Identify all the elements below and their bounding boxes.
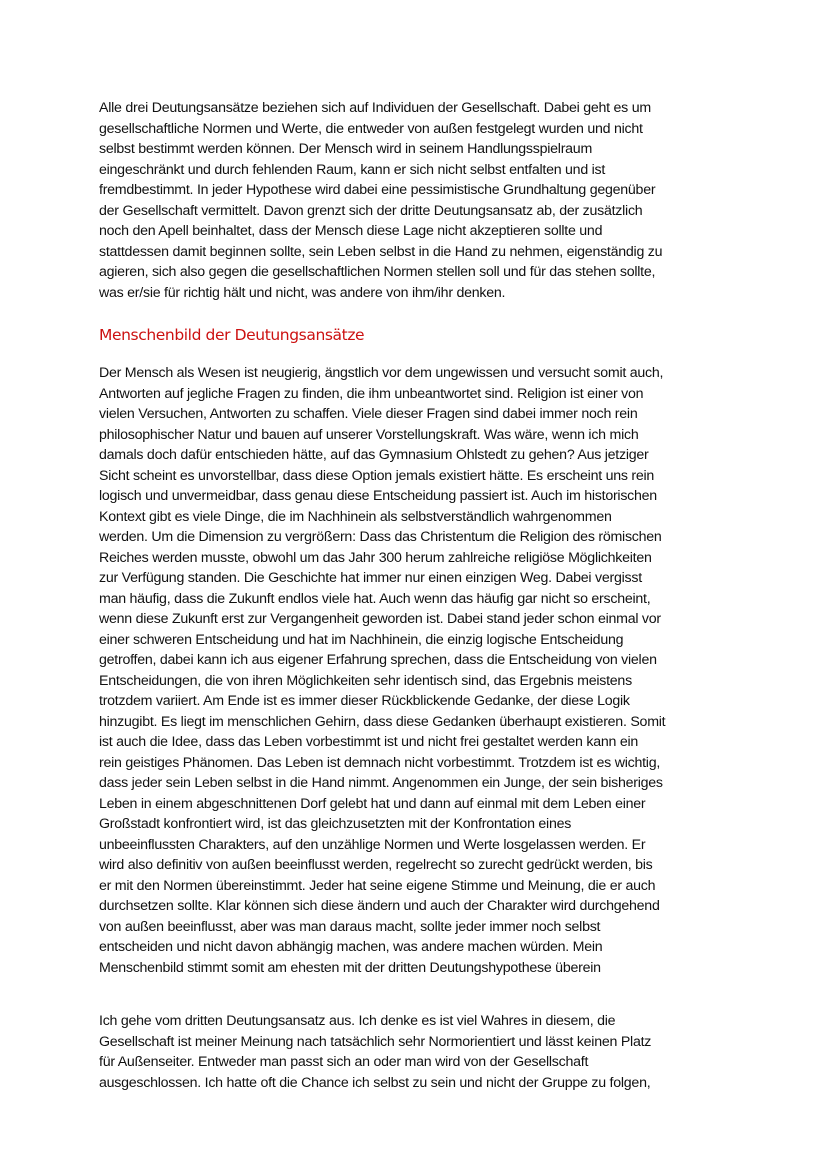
text-line: Der Mensch als Wesen ist neugierig, ängstlich vor dem ungewissen und versucht somit auch, xyxy=(99,365,664,381)
text-line: eingeschränkt und durch fehlenden Raum, kann er sich nicht selbst entfalten und ist xyxy=(99,161,606,178)
text-line: stattdessen damit beginnen sollte, sein Leben selbst in die Hand zu nehmen, eigenständig zu xyxy=(99,243,663,260)
text-line: durchsetzen sollte. Klar können sich diese ändern und auch der Charakter wird durchgehend xyxy=(99,898,660,914)
text-line: zur Verfügung standen. Die Geschichte hat immer nur einen einzigen Weg. Dabei vergisst xyxy=(99,570,642,586)
text-line: Großstadt konfrontiert wird, ist das gleichzusetzten mit der Konfrontation eines xyxy=(99,816,572,832)
text-line: unbeeinflussten Charakters, auf den unzählige Normen und Werte losgelassen werden. Er xyxy=(99,836,646,853)
text-line: wenn diese Zukunft erst zur Vergangenheit geworden ist. Dabei stand jeder schon einmal vor xyxy=(99,611,661,627)
text-line: Gesellschaft ist meiner Meinung nach tatsächlich sehr Normorientiert und lässt keinen Platz xyxy=(99,1033,652,1050)
text-line: ausgeschlossen. Ich hatte oft die Chance ich selbst zu sein und nicht der Gruppe zu folgen, xyxy=(99,1074,651,1091)
paragraph-dritter-deutungsansatz xyxy=(99,1011,739,1093)
text-line: Sicht scheint es unvorstellbar, dass diese Option jemals existiert hätte. Es erscheint uns rein xyxy=(99,467,655,484)
text-line: ist auch die Idee, dass das Leben vorbestimmt ist und nicht frei gestaltet werden kann ein xyxy=(99,734,639,750)
text-line: er mit den Normen übereinstimmt. Jeder hat seine eigene Stimme und Meinung, die er auch xyxy=(99,877,656,894)
text-line: Leben in einem abgeschnittenen Dorf gelebt hat und dann auf einmal mit dem Leben einer xyxy=(99,795,646,812)
text-line: Antworten auf jegliche Fragen zu finden, die ihm unbeantwortet sind. Religion ist einer von xyxy=(99,385,644,402)
text-line: dass jeder sein Leben selbst in die Hand nimmt. Angenommen ein Junge, der sein bisheriges xyxy=(99,775,663,791)
text-line: vielen Versuchen, Antworten zu schaffen. Viele dieser Fragen sind dabei immer noch rein xyxy=(99,406,638,422)
text-line: agieren, sich also gegen die gesellschaftlichen Normen stellen soll und für das stehen sollte, xyxy=(99,264,656,280)
text-line: philosophischer Natur und bauen auf unserer Vorstellungskraft. Was wäre, wenn ich mich xyxy=(99,426,639,443)
text-line: Reiches werden musste, obwohl um das Jahr 300 herum zahlreiche religiöse Möglichkeiten xyxy=(99,549,652,566)
section-heading: Menschenbild der Deutungsansätze xyxy=(99,326,365,344)
text-line: man häufig, dass die Zukunft endlos viele hat. Auch wenn das häufig gar nicht so erscheint, xyxy=(99,590,651,607)
text-line: logisch und unvermeidbar, dass genau diese Entscheidung passiert ist. Auch im historischen xyxy=(99,488,657,504)
text-line: rein geistiges Phänomen. Das Leben ist demnach nicht vorbestimmt. Trotzdem ist es wichtig, xyxy=(99,754,661,771)
text-line: einer schweren Entscheidung und hat im Nachhinein, die einzig logische Entscheidung xyxy=(99,631,624,648)
text-line: getroffen, dabei kann ich aus eigener Erfahrung sprechen, dass die Entscheidung von vielen xyxy=(99,652,657,668)
text-line: von außen beeinflusst, aber was man daraus macht, sollte jeder immer noch selbst xyxy=(99,918,601,935)
text-line: Kontext gibt es viele Dinge, die im Nachhinein als selbstverständlich wahrgenommen xyxy=(99,508,612,525)
text-line: für Außenseiter. Entweder man passt sich an oder man wird von der Gesellschaft xyxy=(99,1054,589,1070)
text-line: Entscheidungen, die von ihren Möglichkeiten sehr identisch sind, das Ergebnis meistens xyxy=(99,672,632,689)
text-line: Ich gehe vom dritten Deutungsansatz aus. Ich denke es ist viel Wahres in diesem, die xyxy=(99,1013,616,1029)
text-line: damals doch dafür entschieden hätte, auf das Gymnasium Ohlstedt zu gehen? Aus jetziger xyxy=(99,447,649,463)
paragraph-deutungsansaetze xyxy=(99,98,739,303)
text-line: wird also definitiv von außen beeinflusst werden, regelrecht so zurecht gedrückt werden, bis xyxy=(99,857,653,873)
text-line: gesellschaftliche Normen und Werte, die entweder von außen festgelegt wurden und nicht xyxy=(99,120,643,137)
text-line: trotzdem variiert. Am Ende ist es immer dieser Rückblickende Gedanke, der diese Logik xyxy=(99,693,630,709)
text-line: fremdbestimmt. In jeder Hypothese wird dabei eine pessimistische Grundhaltung gegenüber xyxy=(99,182,656,198)
text-line: selbst bestimmt werden können. Der Mensch wird in seinem Handlungsspielraum xyxy=(99,141,593,157)
text-line: werden. Um die Dimension zu vergrößern: Dass das Christentum die Religion des römischen xyxy=(99,529,662,545)
text-line: der Gesellschaft vermittelt. Davon grenzt sich der dritte Deutungsansatz ab, der zusätzlich xyxy=(99,202,643,219)
text-line: Alle drei Deutungsansätze beziehen sich auf Individuen der Gesellschaft. Dabei geht es um xyxy=(99,100,651,116)
paragraph-menschenbild xyxy=(99,363,739,978)
text-line: Menschenbild stimmt somit am ehesten mit der dritten Deutungshypothese überein xyxy=(99,959,601,976)
text-line: hinzugibt. Es liegt im menschlichen Gehirn, dass diese Gedanken überhaupt existieren. Somit xyxy=(99,713,666,730)
text-line: noch den Apell beinhaltet, dass der Mensch diese Lage nicht akzeptieren sollte und xyxy=(99,223,603,239)
text-line: entscheiden und nicht davon abhängig machen, was andere machen würden. Mein xyxy=(99,939,603,955)
text-line: was er/sie für richtig hält und nicht, was andere von ihm/ihr denken. xyxy=(99,284,506,301)
